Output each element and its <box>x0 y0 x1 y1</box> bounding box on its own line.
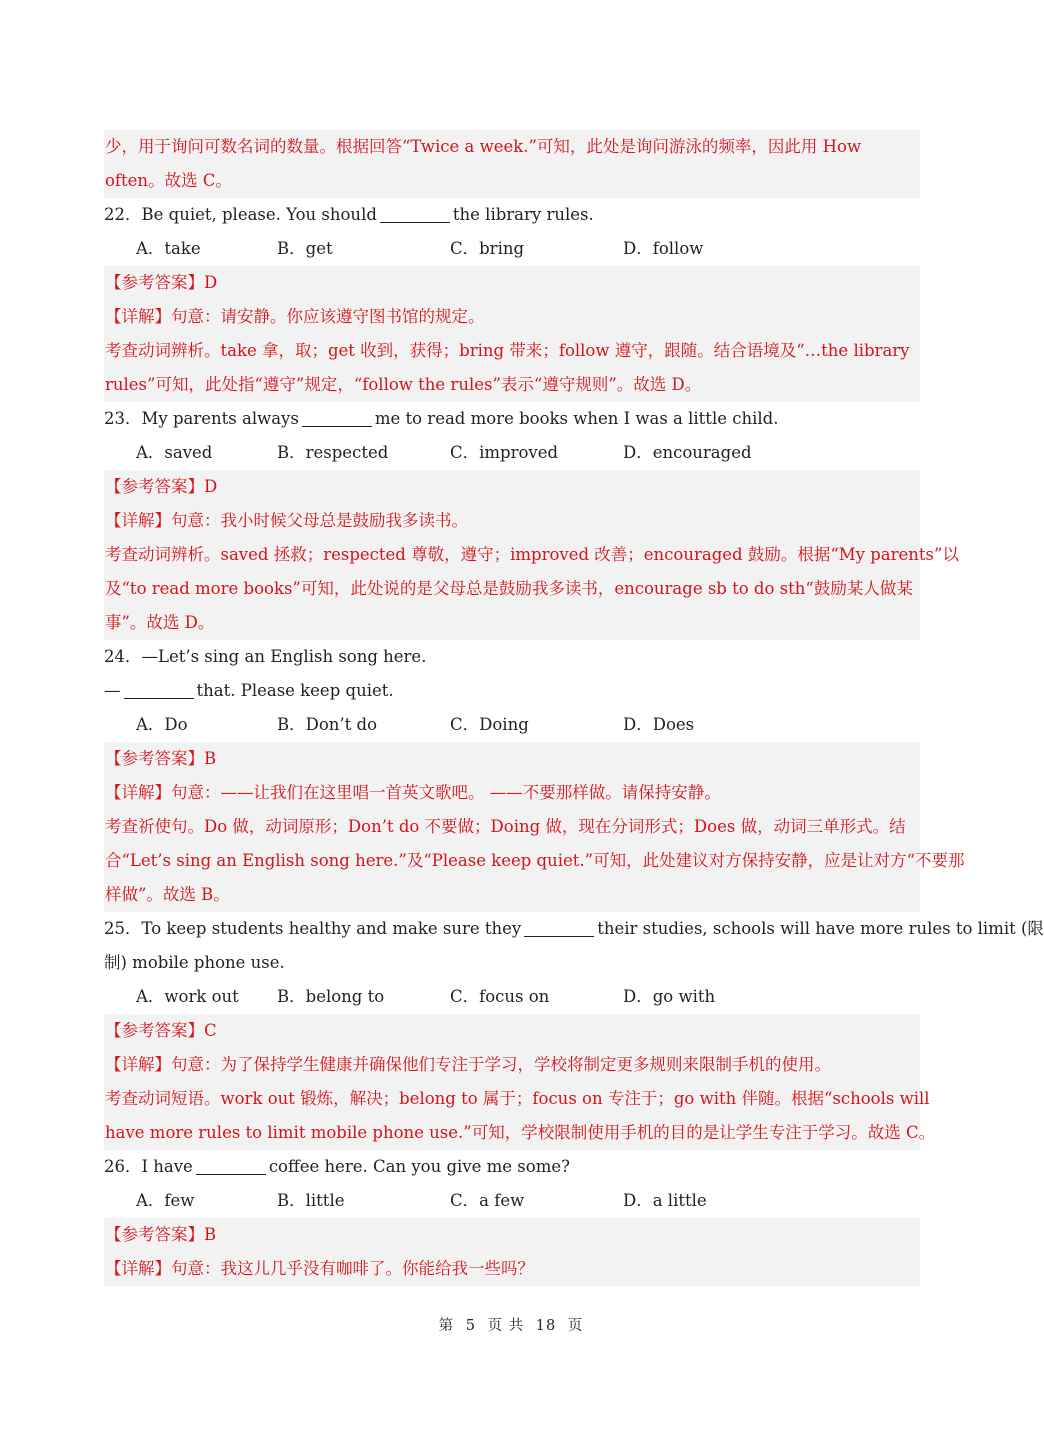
q22-explanation-1: 考查动词辨析。take 拿，取；get 收到，获得；bring 带来；follow 遵守，跟随。结合语境及“…the library <box>104 334 920 368</box>
q26-option-d: D．a little <box>623 1191 707 1210</box>
q26-stem-after: coffee here. Can you give me some? <box>268 1157 570 1176</box>
question-23-stem <box>104 402 920 436</box>
q24-explanation-1: 考查祈使句。Do 做，动词原形；Don’t do 不要做；Doing 做，现在分词形式；Does 做，动词三单形式。结 <box>104 810 920 844</box>
q26-detail: 【详解】句意：我这儿几乎没有咖啡了。你能给我一些吗？ <box>104 1252 920 1286</box>
q25-explanation-2: have more rules to limit mobile phone use.”可知，学校限制使用手机的目的是让学生专注于学习。故选 C。 <box>104 1116 920 1150</box>
q22-stem-after: the library rules. <box>452 205 594 224</box>
question-25-stem-1 <box>104 912 1044 946</box>
q24-answer: 【参考答案】B <box>104 742 920 776</box>
q23-option-a: A．saved <box>136 443 213 462</box>
q23-answer: 【参考答案】D <box>104 470 920 504</box>
prev-explanation-line-1: 少，用于询问可数名词的数量。根据回答“Twice a week.”可知，此处是询问游泳的频率，因此用 How <box>104 130 920 164</box>
q25-detail: 【详解】句意：为了保持学生健康并确保他们专注于学习，学校将制定更多规则来限制手机的使用。 <box>104 1048 920 1082</box>
q22-option-d: D．follow <box>623 239 704 258</box>
q23-detail: 【详解】句意：我小时候父母总是鼓励我多读书。 <box>104 504 920 538</box>
q26-option-b: B．little <box>277 1191 345 1210</box>
q25-stem-after: their studies, schools will have more rules to limit (限 <box>597 919 1044 938</box>
prev-explanation-line-2: often。故选 C。 <box>104 164 920 198</box>
q24-explanation-3: 样做”。故选 B。 <box>104 878 920 912</box>
q25-option-c: C．focus on <box>450 987 550 1006</box>
q22-option-c: C．bring <box>450 239 525 258</box>
question-26-options <box>104 1184 920 1218</box>
q22-option-b: B．get <box>277 239 333 258</box>
q25-option-a: A．work out <box>136 987 239 1006</box>
q24-stem-after: that. Please keep quiet. <box>196 681 394 700</box>
q25-option-d: D．go with <box>623 987 716 1006</box>
question-26-stem <box>104 1150 920 1184</box>
footer-total-pages: 18 <box>535 1318 557 1334</box>
question-23-options <box>104 436 920 470</box>
q24-option-c: C．Doing <box>450 715 529 734</box>
q24-blank <box>124 680 194 699</box>
question-25-stem-2: 制) mobile phone use. <box>104 953 285 972</box>
q23-stem-after: me to read more books when I was a little child. <box>374 409 779 428</box>
footer-page-number: 5 <box>465 1318 476 1334</box>
q22-option-a: A．take <box>136 239 201 258</box>
q23-explanation-1: 考查动词辨析。saved 拯救；respected 尊敬，遵守；improved 改善；encouraged 鼓励。根据“My parents”以 <box>104 538 920 572</box>
q25-blank <box>524 918 594 937</box>
question-25-options <box>104 980 920 1014</box>
footer-mid: 页 共 <box>487 1318 525 1334</box>
q24-option-d: D．Does <box>623 715 695 734</box>
q24-option-a: A．Do <box>136 715 188 734</box>
question-24-stem-2 <box>104 674 920 708</box>
q22-detail: 【详解】句意：请安静。你应该遵守图书馆的规定。 <box>104 300 920 334</box>
q23-explanation-3: 事”。故选 D。 <box>104 606 920 640</box>
q24-detail: 【详解】句意：——让我们在这里唱一首英文歌吧。 ——不要那样做。请保持安静。 <box>104 776 920 810</box>
q26-option-c: C．a few <box>450 1191 525 1210</box>
q22-answer: 【参考答案】D <box>104 266 920 300</box>
q25-stem-before: 25．To keep students healthy and make sure they <box>104 919 522 938</box>
q25-option-b: B．belong to <box>277 987 385 1006</box>
q22-explanation-2: rules”可知，此处指“遵守”规定，“follow the rules”表示“遵守规则”。故选 D。 <box>104 368 920 402</box>
question-24-options <box>104 708 920 742</box>
q24-option-b: B．Don’t do <box>277 715 378 734</box>
q26-blank <box>196 1156 266 1175</box>
page-content <box>104 130 1044 1286</box>
q26-option-a: A．few <box>136 1191 195 1210</box>
q24-dash: — <box>104 681 121 700</box>
q23-option-d: D．encouraged <box>623 443 752 462</box>
q26-stem-before: 26．I have <box>104 1157 193 1176</box>
q25-explanation-1: 考查动词短语。work out 锻炼，解决；belong to 属于；focus on 专注于；go with 伴随。根据“schools will <box>104 1082 920 1116</box>
footer-suffix: 页 <box>567 1318 584 1334</box>
q26-answer: 【参考答案】B <box>104 1218 920 1252</box>
q25-answer: 【参考答案】C <box>104 1014 920 1048</box>
q23-option-b: B．respected <box>277 443 389 462</box>
question-22-options <box>104 232 920 266</box>
q22-stem-before: 22．Be quiet, please. You should <box>104 205 377 224</box>
q23-stem-before: 23．My parents always <box>104 409 299 428</box>
footer-prefix: 第 <box>438 1318 455 1334</box>
question-22-stem <box>104 198 920 232</box>
q23-option-c: C．improved <box>450 443 559 462</box>
q23-blank <box>302 408 372 427</box>
q22-blank <box>380 204 450 223</box>
q24-explanation-2: 合“Let’s sing an English song here.”及“Please keep quiet.”可知，此处建议对方保持安静，应是让对方“不要那 <box>104 844 920 878</box>
page-footer <box>0 1316 1022 1336</box>
q23-explanation-2: 及“to read more books”可知，此处说的是父母总是鼓励我多读书，encourage sb to do sth“鼓励某人做某 <box>104 572 920 606</box>
question-24-stem-1: 24．—Let’s sing an English song here. <box>104 647 427 666</box>
